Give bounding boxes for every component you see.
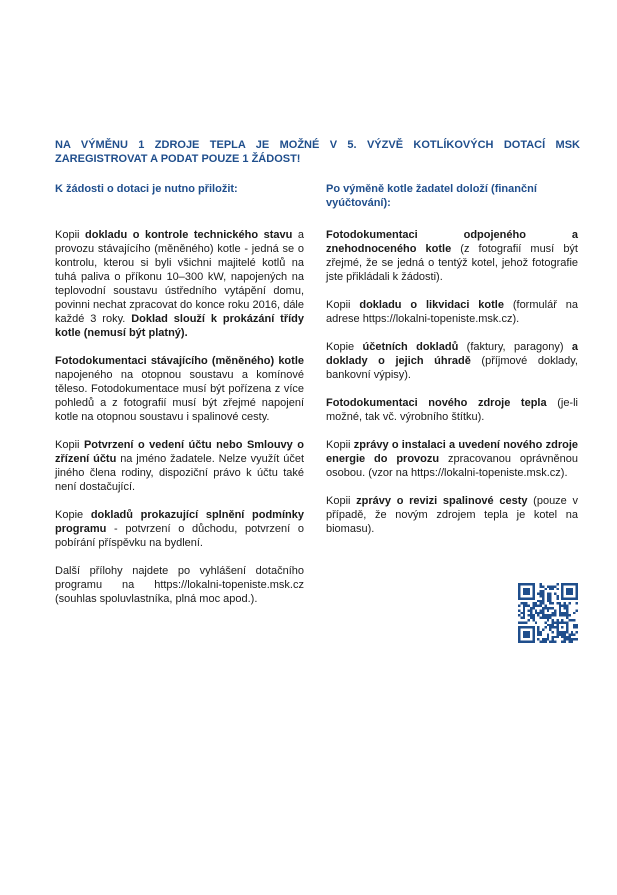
- paragraph-bank-account: [55, 438, 304, 494]
- text-run: (příjmové doklady, bankovní výpisy).: [326, 355, 578, 381]
- text-run: - potvrzení o důchodu, potvrzení o pobírání příspěvku na bydlení.: [55, 523, 304, 549]
- text-run: (faktury, paragony): [458, 341, 572, 353]
- text-run: (formulář na adrese https://lokalni-topeniste.msk.cz).: [326, 299, 578, 325]
- text-run: Kopii: [55, 439, 84, 451]
- text-run: zpracovanou oprávněnou osobou. (vzor na https://lokalni-topeniste.msk.cz).: [326, 453, 578, 479]
- text-run: Kopii: [326, 299, 360, 311]
- paragraph-more-attachments: [55, 564, 304, 606]
- right-heading: Po výměně kotle žadatel doloží (finanční vyúčtování):: [326, 183, 537, 209]
- paragraph-disposal-proof: [326, 298, 578, 326]
- paragraph-invoices: [326, 340, 578, 382]
- bold-run: Doklad slouží k prokázání třídy kotle (nemusí být platný).: [55, 313, 304, 339]
- attachments-before-column: [55, 182, 304, 606]
- left-heading: K žádosti o dotaci je nutno přiložit:: [55, 183, 238, 195]
- text-run: Kopie: [326, 341, 363, 353]
- qr-code-icon: [518, 583, 578, 643]
- bold-run: Fotodokumentaci stávajícího (měněného) kotle: [55, 355, 304, 367]
- bold-run: a doklady o jejich úhradě: [326, 341, 578, 367]
- bold-run: účetních dokladů: [362, 341, 459, 353]
- text-run: (pouze v případě, že novým zdrojem tepla je kotel na biomasu).: [326, 495, 578, 535]
- paragraph-old-boiler-photos: [55, 354, 304, 424]
- text-run: Kopie: [55, 509, 91, 521]
- paragraph-eligibility-proof: [55, 508, 304, 550]
- bold-run: Potvrzení o vedení účtu nebo Smlouvy o zřízení účtu: [55, 439, 304, 465]
- text-run: Kopii: [326, 495, 357, 507]
- text-run: (je-li možné, tak vč. výrobního štítku).: [326, 397, 578, 423]
- bold-run: dokladu o likvidaci kotle: [359, 299, 504, 311]
- headline: NA VÝMĚNU 1 ZDROJE TEPLA JE MOŽNÉ V 5. VÝZVĚ KOTLÍKOVÝCH DOTACÍ MSK ZAREGISTROVAT A PODAT POUZE 1 ŽÁDOST!: [55, 139, 580, 165]
- bold-run: Fotodokumentaci nového zdroje tepla: [326, 397, 547, 409]
- text-run: a provozu stávajícího (měněného) kotle - jedná se o kontrolu, kterou si byli všichni majitelé kotlů na tuhá paliva o příkonu 10–300 kW, napojených na teplovodní soustavu ústředního vytápění domu, povinni nechat zpracovat do konce roku 2016, dále každé 3 roky.: [55, 229, 304, 325]
- text-run: Další přílohy najdete po vyhlášení dotačního programu na https://lokalni-topeniste.msk.cz (souhlas spoluvlastníka, plná moc apod.).: [55, 565, 304, 605]
- paragraph-inspection: [55, 228, 304, 340]
- bold-run: dokladu o kontrole technického stavu: [85, 229, 293, 241]
- bold-run: zprávy o revizi spalinové cesty: [356, 495, 528, 507]
- text-run: Kopii: [326, 439, 354, 451]
- paragraph-installation-report: [326, 438, 578, 480]
- text-run: Kopii: [55, 229, 85, 241]
- paragraph-flue-inspection: [326, 494, 578, 536]
- text-run: (z fotografií musí být zřejmé, že se jedná o tentýž kotel, jehož fotografie jste přikládali k žádosti).: [326, 243, 578, 283]
- bold-run: dokladů prokazující splnění podmínky programu: [55, 509, 304, 535]
- paragraph-disconnected-boiler-photos: [326, 228, 578, 284]
- text-run: na jméno žadatele. Nelze využít účet jiného člena rodiny, dispoziční právo k účtu také není dostačující.: [55, 453, 304, 493]
- bold-run: Fotodokumentaci odpojeného a znehodnoceného kotle: [326, 229, 578, 255]
- text-run: napojeného na otopnou soustavu a komínové těleso. Fotodokumentace musí být pořízena z více pohledů a z fotografií musí být zřejmé napojení kotle na otopnou soustavu i spalinové cesty.: [55, 369, 304, 423]
- bold-run: zprávy o instalaci a uvedení nového zdroje energie do provozu: [326, 439, 578, 465]
- attachments-after-column: [326, 182, 578, 536]
- paragraph-new-source-photos: [326, 396, 578, 424]
